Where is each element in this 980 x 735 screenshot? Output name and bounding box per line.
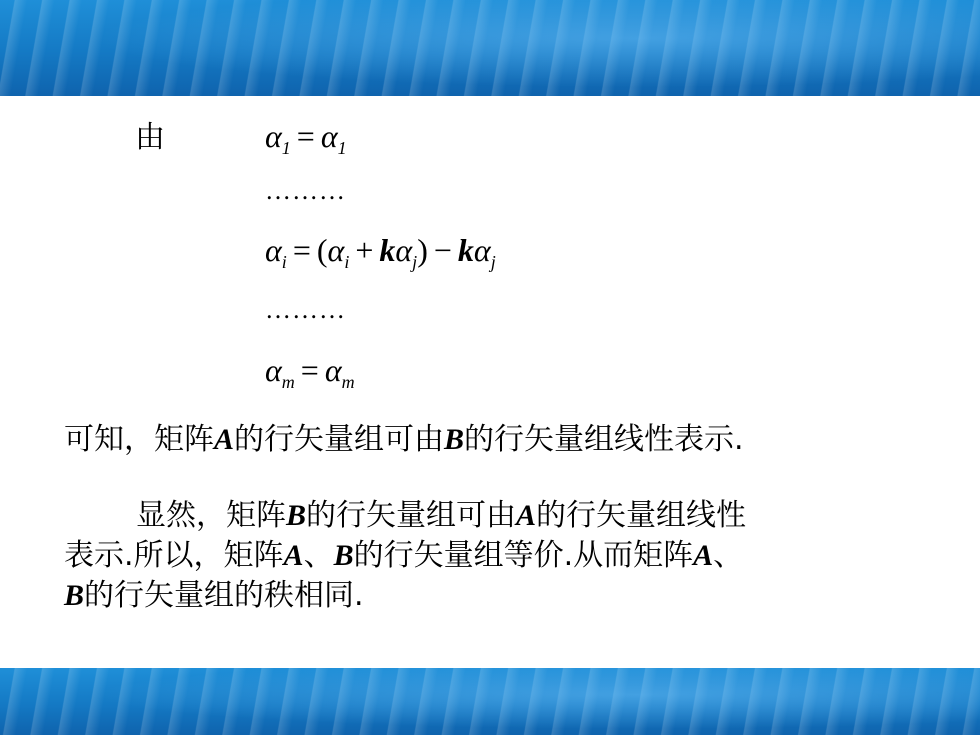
conclusion-paragraph-2 bbox=[64, 496, 944, 616]
ellipsis-row-2: ……… bbox=[265, 295, 346, 324]
paragraph2-line-1: 显然，矩阵B的行矢量组可由A的行矢量组线性 bbox=[136, 498, 747, 533]
equation-alpha-m: $\alpha_m = \alpha_m$ bbox=[265, 352, 355, 392]
paragraph2-line-2: 表示.所以，矩阵A、B的行矢量组等价.从而矩阵A、 bbox=[64, 538, 744, 573]
derivation-prefix: 由 bbox=[135, 120, 165, 155]
equation-alpha-i: $\alpha_i = (\alpha_i + k\alpha_j) - k\alpha_j$ bbox=[265, 232, 496, 272]
ellipsis-row-1: ……… bbox=[265, 176, 346, 205]
conclusion-paragraph-1: 可知，矩阵A的行矢量组可由B的行矢量组线性表示. bbox=[64, 422, 744, 457]
bottom-banner bbox=[0, 668, 980, 735]
equation-alpha-1: $\alpha_1 = \alpha_1$ bbox=[265, 118, 347, 158]
top-banner bbox=[0, 0, 980, 96]
paragraph2-line-3: B的行矢量组的秩相同. bbox=[64, 578, 364, 613]
